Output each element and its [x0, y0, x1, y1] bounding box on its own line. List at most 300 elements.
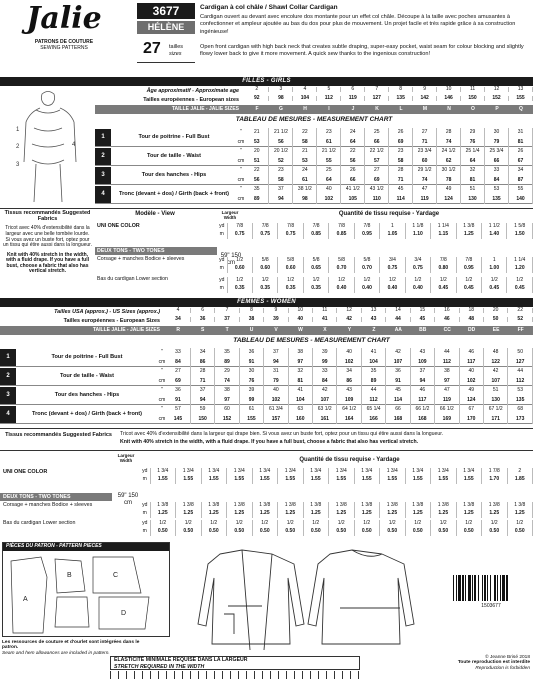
yardage-cell: 1 3/8: [278, 502, 304, 510]
measure-cell: 30 1/2: [437, 166, 461, 176]
girls-age-cell: 13: [508, 87, 532, 92]
measure-cell: 29 1/2: [413, 166, 437, 176]
women-us-cell: 22: [508, 308, 533, 313]
measure-cell: 36: [166, 386, 190, 396]
women-eu-cell: 41: [313, 317, 337, 322]
yardage-cell: 5/8: [278, 257, 303, 265]
girls-width-label: Largeur Width: [221, 210, 239, 221]
yardage-cell: 7/8: [431, 257, 456, 265]
girls-fabrics-title: Tissus recommandés Suggested Fabrics: [4, 210, 91, 223]
measure-cell: 33: [485, 166, 509, 176]
measure-cell: 42: [313, 386, 337, 396]
measure-cell: 81: [288, 377, 312, 387]
measure-cell: 32: [461, 166, 485, 176]
yardage-cell: 1/2: [456, 277, 481, 285]
yardage-cell: 0.40: [380, 285, 405, 293]
measure-cell: 40: [264, 386, 288, 396]
yardage-cell: 1.55: [405, 476, 431, 484]
measure-units: " cm: [237, 129, 245, 145]
measure-cell: 45: [389, 185, 413, 195]
measure-cell: 94: [269, 195, 293, 205]
measure-cell: 145: [166, 415, 190, 425]
women-eu-cell: 44: [386, 317, 410, 322]
measure-cell: 97: [215, 396, 239, 406]
measure-cell: 60: [413, 157, 437, 167]
pieces-note: [2, 640, 152, 656]
girls-eu-cell: 112: [317, 96, 341, 101]
measure-cell: 22: [341, 147, 365, 157]
yardage-cell: 1 3/8: [354, 502, 380, 510]
measure-cell: 170: [459, 415, 483, 425]
measure-label: Tour de taille - Waist: [59, 372, 115, 379]
girls-eu-cell: 135: [389, 96, 413, 101]
measure-cell: 84: [166, 358, 190, 368]
girls-header: FILLES - GIRLS: [0, 77, 533, 86]
yardage-cell: 1.25: [201, 510, 227, 518]
measure-cell: 22: [245, 166, 269, 176]
yardage-cell: 0.95: [354, 231, 379, 239]
yardage-cell: 1.25: [150, 510, 176, 518]
measure-cell: 64: [461, 157, 485, 167]
measure-cell: 64: [341, 138, 365, 148]
measure-cell: 53: [485, 185, 509, 195]
stretch-en: STRETCH REQUIRED IN THE WIDTH: [114, 663, 205, 670]
women-eu-cell: 45: [410, 317, 434, 322]
yardage-cell: 3/4: [405, 257, 430, 265]
girls-age-row: [95, 87, 533, 96]
measure-cell: 89: [245, 195, 269, 205]
girls-jalie-cell: I: [328, 106, 330, 112]
girls-age-cell: 7: [365, 87, 389, 92]
yardage-cell: 2: [507, 468, 533, 476]
measure-cell: 49: [437, 185, 461, 195]
measure-cell: 112: [435, 358, 459, 368]
yardage-cell: 1.55: [227, 476, 253, 484]
yardage-cell: 5/8: [329, 257, 354, 265]
measure-cell: 23: [389, 147, 413, 157]
measure-cell: 57: [365, 157, 389, 167]
girls-two-tones: DEUX TONS - TWO TONES: [95, 247, 217, 255]
copyright-block: [430, 655, 530, 671]
yardage-cell: 0.95: [456, 265, 481, 273]
women-jalie-cell: X: [323, 327, 327, 333]
yardage-cell: 1 7/8: [482, 468, 508, 476]
measure-row: [0, 405, 533, 424]
yardage-cell: 1 3/4: [150, 468, 176, 476]
measure-cell: 45: [386, 386, 410, 396]
yardage-cell: 1/2: [431, 520, 457, 528]
measure-cell: 76: [461, 138, 485, 148]
piece-letter-b: B: [67, 571, 72, 579]
measure-cell: 23: [269, 166, 293, 176]
measure-cell: 97: [435, 377, 459, 387]
measure-cell: 127: [508, 358, 533, 368]
yardage-cell: 1/2: [482, 277, 507, 285]
piece-letter-c: C: [113, 571, 119, 579]
yardage-cell: 1/2: [405, 277, 430, 285]
yardage-cell: 0.50: [507, 528, 533, 536]
measure-cell: 29: [461, 128, 485, 138]
measure-cell: 89: [215, 358, 239, 368]
measure-number: 1: [0, 349, 16, 366]
measure-cell: 25 1/4: [461, 147, 485, 157]
measure-cell: 43: [337, 386, 361, 396]
measure-cell: 57: [166, 405, 190, 415]
measure-cell: 71: [413, 138, 437, 148]
measure-cell: 27: [413, 128, 437, 138]
girls-age-cell: 4: [293, 87, 317, 92]
measure-cell: 135: [508, 396, 533, 406]
measure-cell: 60: [215, 405, 239, 415]
yardage-cell: 1/2: [380, 520, 406, 528]
measure-cell: 42: [483, 367, 507, 377]
girls-eu-row: [95, 96, 533, 105]
measure-number: 4: [0, 406, 16, 423]
measure-cell: 66 1/2: [410, 405, 434, 415]
measure-cell: 99: [239, 396, 263, 406]
women-lower-label: Bas du cardigan Lower section: [3, 520, 76, 526]
header: [0, 0, 533, 76]
yardage-cell: 0.35: [303, 285, 328, 293]
yardage-cell: 1.25: [354, 510, 380, 518]
measure-cell: 117: [410, 396, 434, 406]
women-us-cell: 13: [361, 308, 385, 313]
measure-cell: 86: [337, 377, 361, 387]
measure-cell: 58: [269, 176, 293, 186]
measure-cell: 24: [293, 166, 317, 176]
girls-jalie-cell: M: [422, 106, 428, 112]
measure-cell: 28: [190, 367, 214, 377]
yardage-cell: 1 3/4: [456, 468, 482, 476]
measure-cell: 41 1/2: [341, 185, 365, 195]
yardage-cell: 0.50: [150, 528, 176, 536]
yardage-unit: m: [217, 231, 227, 239]
yardage-cell: 1 1/8: [405, 223, 430, 231]
barcode: [452, 575, 530, 609]
yardage-cell: 0.40: [405, 285, 430, 293]
measure-cell: 81: [461, 176, 485, 186]
women-eu-cell: 50: [483, 317, 507, 322]
measure-cell: 69: [365, 176, 389, 186]
yardage-cell: 1 3/4: [278, 468, 304, 476]
measure-cell: 102: [264, 396, 288, 406]
stretch-guide: [110, 656, 360, 670]
measure-cell: 20 1/2: [269, 147, 293, 157]
yardage-cell: 0.35: [278, 285, 303, 293]
yardage-cell: 1 1/4: [507, 257, 533, 265]
yardage-cell: 0.60: [227, 265, 252, 273]
measure-label: Tour de poitrine - Full Bust: [51, 353, 123, 360]
measure-cell: 122: [483, 358, 507, 368]
measure-cell: 157: [264, 415, 288, 425]
girls-one-color: UNI ONE COLOR: [97, 223, 140, 229]
women-us-cell: 14: [386, 308, 410, 313]
measure-cell: 69: [389, 138, 413, 148]
women-jalie-cell: S: [201, 327, 205, 333]
girls-eu-cell: 104: [293, 96, 317, 101]
measure-cell: 66: [365, 138, 389, 148]
measure-cell: 74: [437, 138, 461, 148]
yardage-cell: 1.55: [252, 476, 278, 484]
women-one-color: UNI ONE COLOR: [3, 469, 48, 475]
barcode-number: 1503677: [481, 602, 501, 609]
yardage-cell: 0.50: [278, 528, 304, 536]
yardage-cell: 1 3/4: [380, 468, 406, 476]
measure-row: [95, 147, 533, 166]
yardage-cell: 1.25: [380, 510, 406, 518]
women-eu-cell: 39: [264, 317, 288, 322]
measure-cell: 114: [389, 195, 413, 205]
girls-qty-label: Quantité de tissu requise - Yardage: [338, 211, 440, 217]
measure-number: 4: [95, 186, 111, 203]
yardage-cell: 0.50: [456, 528, 482, 536]
women-eu-cell: 42: [337, 317, 361, 322]
measure-cell: 61 3/4: [264, 405, 288, 415]
yardage-cell: 1 3/8: [303, 502, 329, 510]
women-us-cell: 11: [313, 308, 337, 313]
girls-eu-label: Tailles européennes - European sizes: [143, 97, 239, 103]
yardage-cell: 1 3/4: [354, 468, 380, 476]
yardage-cell: 0.50: [431, 528, 457, 536]
measure-label: Tronc (devant + dos) / Girth (back + front): [118, 190, 230, 197]
yardage-cell: 1/2: [227, 520, 253, 528]
measure-label: Tronc (devant + dos) / Girth (back + front): [31, 410, 143, 417]
measure-cell: 61: [293, 176, 317, 186]
measure-cell: 49: [459, 386, 483, 396]
measure-cell: 98: [293, 195, 317, 205]
measure-cell: 130: [461, 195, 485, 205]
girls-lower-label: Bas du cardigan Lower section: [97, 276, 168, 282]
yardage-cell: 1 3/8: [405, 502, 431, 510]
girls-jalie-label: TAILLE JALIE - JALIE SIZES: [171, 106, 239, 112]
measure-row: [0, 367, 533, 386]
measure-cell: 61: [239, 405, 263, 415]
cardigan-drawing: [190, 546, 436, 656]
women-us-cell: 9: [264, 308, 288, 313]
women-fabrics-block: [0, 428, 533, 448]
yardage-cell: 1/2: [150, 520, 176, 528]
girls-age-cell: 2: [245, 87, 269, 92]
measure-cell: 34: [190, 348, 214, 358]
yardage-cell: 7/8: [303, 223, 328, 231]
measure-cell: 102: [459, 377, 483, 387]
measure-cell: 34: [337, 367, 361, 377]
measure-number: 2: [95, 148, 111, 165]
yardage-cell: 1.25: [431, 510, 457, 518]
yardage-cell: 1.25: [176, 510, 202, 518]
measure-cell: 21 1/2: [317, 147, 341, 157]
measure-cell: 67: [459, 405, 483, 415]
measure-cell: 37: [410, 367, 434, 377]
yardage-unit: yd: [217, 223, 227, 231]
girls-jalie-cell: Q: [519, 106, 523, 112]
yardage-cell: 7/8: [278, 223, 303, 231]
pattern-title: Cardigan à col châle / Shawl Collar Cardigan: [200, 4, 338, 11]
measure-cell: 76: [239, 377, 263, 387]
yardage-cell: 0.60: [252, 265, 277, 273]
women-us-cell: 8: [239, 308, 263, 313]
girls-jalie-cell: N: [447, 106, 451, 112]
yardage-cell: 1/2: [227, 277, 252, 285]
measure-cell: 110: [365, 195, 389, 205]
yardage-cell: 1.55: [354, 476, 380, 484]
yardage-cell: 1 3/8: [252, 502, 278, 510]
yardage-cell: 1.15: [431, 231, 456, 239]
girls-age-cell: 11: [461, 87, 485, 92]
measure-cell: 61: [317, 138, 341, 148]
measure-cell: 23 3/4: [413, 147, 437, 157]
yardage-cell: 1/2: [456, 520, 482, 528]
yardage-cell: 0.75: [227, 231, 252, 239]
women-us-cell: 10: [288, 308, 312, 313]
yardage-cell: 1.55: [303, 476, 329, 484]
measure-cell: 48: [483, 348, 507, 358]
measure-cell: 44: [361, 386, 385, 396]
measure-cell: 55: [508, 185, 532, 195]
measure-cell: 34: [508, 166, 532, 176]
yardage-cell: 0.85: [329, 231, 354, 239]
measure-row: [0, 386, 533, 405]
yardage-cell: 1.25: [329, 510, 355, 518]
yardage-cell: 7/8: [252, 223, 277, 231]
women-jalie-cell: EE: [492, 327, 500, 333]
yardage-cell: 1.55: [278, 476, 304, 484]
yardage-cell: 0.70: [354, 265, 379, 273]
measure-cell: 26: [389, 128, 413, 138]
measure-cell: 40: [337, 348, 361, 358]
measure-cell: 62: [437, 157, 461, 167]
girls-age-cell: 12: [485, 87, 509, 92]
girls-eu-cell: 142: [413, 96, 437, 101]
measure-cell: 28: [437, 128, 461, 138]
pattern-number: 3677: [137, 3, 195, 19]
measure-cell: 40: [317, 185, 341, 195]
measure-cell: 44: [508, 367, 533, 377]
women-eu-cell: 36: [190, 317, 214, 322]
measure-cell: 36: [239, 348, 263, 358]
pattern-name: HÉLÈNE: [137, 21, 195, 34]
sizes-fr: tailles: [169, 44, 184, 50]
yardage-cell: 1.55: [176, 476, 202, 484]
measure-cell: 21 1/2: [269, 128, 293, 138]
measure-cell: 38: [435, 367, 459, 377]
pieces-note-fr: Les ressources de couture et d'ourlet sont intégrées dans le patron.: [2, 640, 140, 651]
yardage-cell: 1.05: [380, 231, 405, 239]
yardage-cell: 0.50: [354, 528, 380, 536]
measure-cell: 152: [215, 415, 239, 425]
svg-text:3: 3: [16, 162, 20, 168]
girls-age-cell: 5: [317, 87, 341, 92]
measure-units: " cm: [237, 186, 245, 202]
yardage-cell: 1/2: [329, 520, 355, 528]
measure-cell: 26: [508, 147, 532, 157]
girls-age-cell: 8: [389, 87, 413, 92]
women-measure-rows: [0, 348, 533, 424]
measure-label: Tour des hanches - Hips: [141, 171, 207, 178]
measure-cell: 41: [288, 386, 312, 396]
yardage-cell: 1 3/8: [201, 502, 227, 510]
yardage-cell: 0.80: [431, 265, 456, 273]
measure-cell: 30: [485, 128, 509, 138]
women-us-cell: 4: [166, 308, 190, 313]
svg-text:4: 4: [72, 142, 76, 148]
measure-cell: 42: [386, 348, 410, 358]
yardage-cell: 0.85: [303, 231, 328, 239]
brand-subtitle-en: SEWING PATTERNS: [40, 44, 88, 51]
yardage-cell: 1/2: [507, 520, 533, 528]
girls-age-cell: 10: [437, 87, 461, 92]
yardage-cell: 1 3/8: [482, 502, 508, 510]
measure-cell: 32: [288, 367, 312, 377]
measure-number: 3: [0, 387, 16, 404]
girls-model-label: Modèle - View: [135, 211, 175, 217]
measure-row: [0, 348, 533, 367]
yardage-cell: 1.20: [507, 265, 533, 273]
women-us-cell: 20: [483, 308, 507, 313]
girls-jalie-cell: F: [255, 106, 259, 112]
measure-label: Tour de taille - Waist: [146, 152, 202, 159]
measure-cell: 104: [361, 358, 385, 368]
yardage-unit: m: [217, 285, 227, 293]
yardage-cell: 0.45: [431, 285, 456, 293]
piece-letter-a: A: [23, 595, 28, 603]
brand-name: Jalie: [26, 1, 102, 36]
pieces-header: PIÈCES DU PATRON - PATTERN PIECES: [3, 543, 169, 551]
yardage-cell: 1: [482, 257, 507, 265]
yardage-cell: 1 3/8: [380, 502, 406, 510]
measure-cell: 24 1/2: [437, 147, 461, 157]
measure-cell: 37: [264, 348, 288, 358]
measure-cell: 23: [317, 128, 341, 138]
women-jalie-cell: Y: [347, 327, 352, 333]
description-en: Open front cardigan with high back neck that creates subtle draping, super-easy pocket, waist seam for colour blocking and slightly flowy lower back to give it more movement. A quick sew thanks to the ingenious construction!: [200, 44, 524, 58]
women-us-cell: 7: [215, 308, 239, 313]
measure-cell: 27: [166, 367, 190, 377]
barcode-icon: [452, 575, 530, 601]
measure-cell: 66: [341, 176, 365, 186]
women-jalie-cell: BB: [419, 327, 427, 333]
yardage-cell: 1.70: [482, 476, 508, 484]
measure-cell: 66: [386, 405, 410, 415]
measure-cell: 109: [337, 396, 361, 406]
girls-bodice-label: Corsage + manches Bodice + sleeves: [97, 256, 185, 262]
measure-cell: 71: [190, 377, 214, 387]
yardage-cell: 0.50: [380, 528, 406, 536]
measure-cell: 29: [215, 367, 239, 377]
measure-cell: 87: [508, 176, 532, 186]
measure-cell: 74: [413, 176, 437, 186]
women-jalie-cell: AA: [394, 327, 402, 333]
measure-cell: 56: [245, 176, 269, 186]
measure-cell: 89: [361, 377, 385, 387]
measure-cell: 140: [508, 195, 532, 205]
yardage-cell: 1.85: [507, 476, 533, 484]
measure-cell: 41: [361, 348, 385, 358]
women-jalie-cell: DD: [468, 327, 476, 333]
measure-cell: 25: [317, 166, 341, 176]
yardage-cell: 5/8: [303, 257, 328, 265]
yardage-cell: 0.50: [252, 528, 278, 536]
yardage-cell: 1/2: [329, 277, 354, 285]
yardage-cell: 1.55: [380, 476, 406, 484]
girls-jalie-cell: K: [375, 106, 379, 112]
measure-cell: 39: [313, 348, 337, 358]
measure-cell: 63 1/2: [313, 405, 337, 415]
measure-units: " cm: [158, 406, 166, 422]
girls-eu-cell: 119: [341, 96, 365, 101]
women-header: FEMMES - WOMEN: [0, 298, 533, 307]
measure-cell: 43: [410, 348, 434, 358]
